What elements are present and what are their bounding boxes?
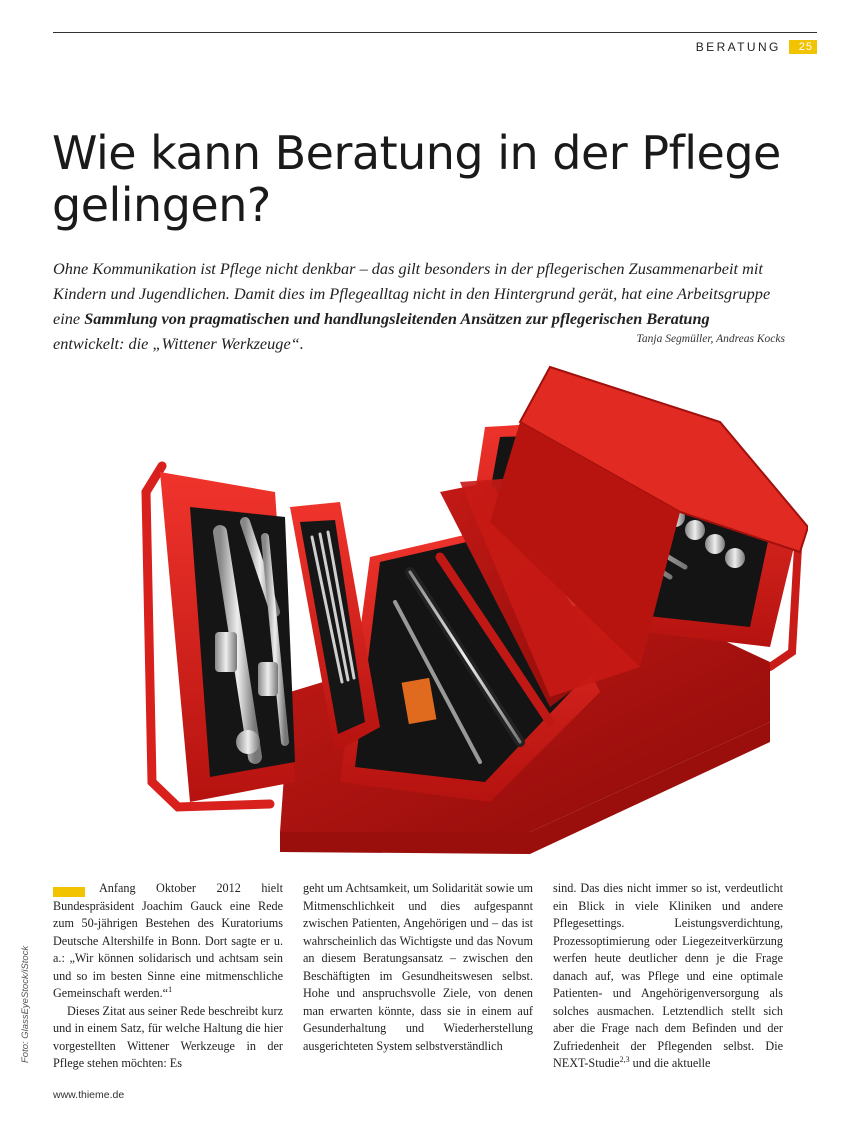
body-text: sind. Das dies nicht immer so ist, verdeutlicht ein Blick in viele Kliniken und andere Pflegesettings. Leistungsverdichtung, Prozessoptimierung oder Liegezeitverkürzung werfen heute deutlicher denn je die Frage danach auf, was Pflege und eine optimale Patienten- und Angehörigenversorgung als solches ausmachen. Letztendlich stellt sich aber die Frage nach dem Befinden und der Zufriedenheit der Pflegenden selbst. Die NEXT-Studie xyxy=(553,881,783,1070)
body-text: Anfang Oktober 2012 hielt Bundespräsident Joachim Gauck eine Rede zum 50-jährigen Bestehen des Kuratoriums Deutsche Altershilfe in Bonn. Dort sagte er u. a.: „Wir können solidarisch und achtsam sein und so im besten Sinne eine mitmenschliche Gemeinschaft werden.“ xyxy=(53,881,283,1000)
body-column-2 xyxy=(303,880,533,1055)
lead-text-1: Ohne Kommunikation ist Pflege nicht denkbar – das gilt besonders in der pflegerischen Zusammenarbeit mit Kindern und Jugendlichen. Damit dies im Pflegealltag nicht in den Hintergrund gerät, hat eine Arbeitsgruppe eine xyxy=(53,259,771,328)
top-rule xyxy=(53,32,817,33)
article-title: Wie kann Beratung in der Pflege gelingen? xyxy=(52,126,781,232)
body-text: und die aktuelle xyxy=(629,1056,711,1070)
footnote-ref: 1 xyxy=(168,984,173,994)
page-number: 25 xyxy=(789,40,817,54)
body-paragraph xyxy=(553,880,783,1073)
lead-text-2: entwickelt: die „Wittener Werkzeuge“. xyxy=(53,334,304,353)
body-column-1 xyxy=(53,880,283,1073)
lead-bold: Sammlung von pragmatischen und handlungsleitenden Ansätzen zur pflegerischen Beratung xyxy=(84,309,710,328)
body-paragraph: geht um Achtsamkeit, um Solidarität sowie um Mitmenschlichkeit und dies aufgespannt zwischen Patienten, Angehörigen und – das ist wahrscheinlich das Wichtigste und das Novum an diesem Beratungsansatz – zwischen den Beschäftigten im Gesundheitswesen selbst. Hohe und anspruchsvolle Ziele, von denen man erwarten könnte, dass sie in einem auf Gesunderhaltung und Wiederherstellung ausgerichteten System selbstverständlich xyxy=(303,881,533,1053)
toolbox-photo xyxy=(80,362,808,866)
body-column-3 xyxy=(553,880,783,1073)
footer-url: www.thieme.de xyxy=(53,1089,125,1101)
section-header xyxy=(600,39,817,55)
body-paragraph xyxy=(53,880,283,1003)
author-byline: Tanja Segmüller, Andreas Kocks xyxy=(636,333,785,345)
footnote-ref: 2,3 xyxy=(619,1054,630,1064)
body-paragraph: Dieses Zitat aus seiner Rede beschreibt kurz und in einem Satz, für welche Haltung die hier vorgestellten Wittener Werkzeuge in der Pflege stehen möchten: Es xyxy=(53,1003,283,1070)
photo-credit: Foto: GlassEyeStock/iStock xyxy=(20,945,31,1063)
section-label: BERATUNG xyxy=(695,40,781,54)
